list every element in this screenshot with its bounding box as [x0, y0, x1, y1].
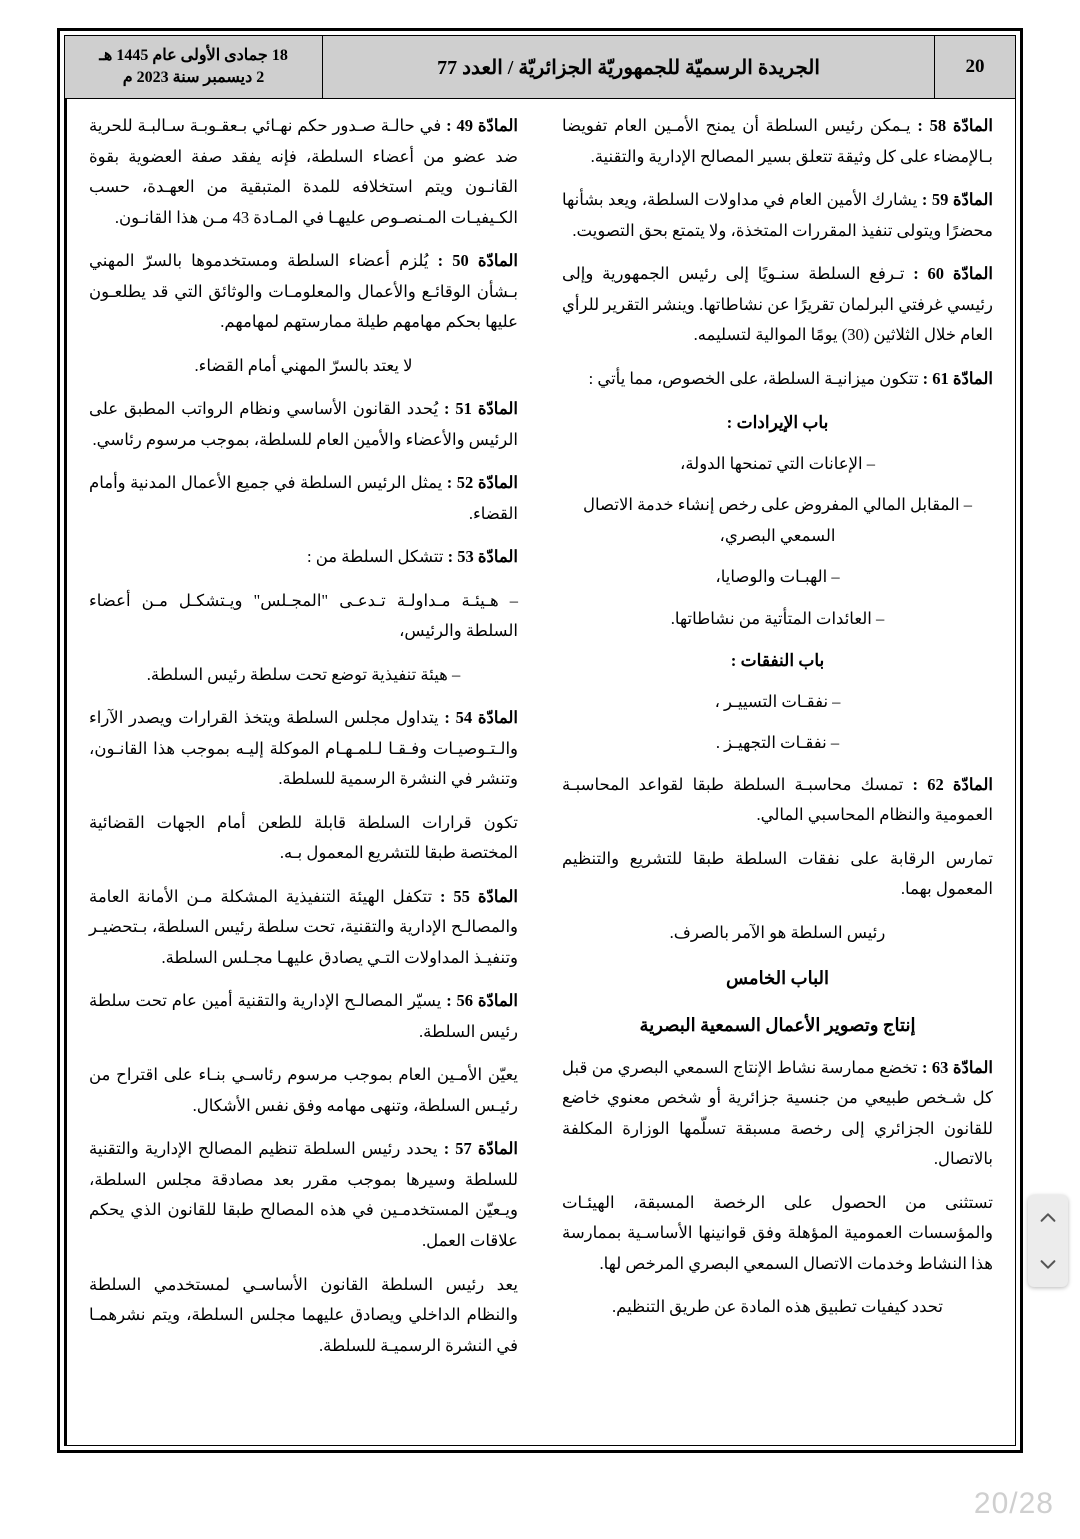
article-56-para-2: يعيّن الأمـين العام بموجب مرسوم رئاسـي بنـاء على اقتراح من رئيـس السلطة، وتنهى مهامه وفق نفس الأشكال.	[89, 1065, 518, 1115]
article-61: المادّة 61 : تتكون ميزانيـة السلطة، على الخصوص، مما يأتي :	[588, 368, 993, 388]
column-left	[540, 99, 1015, 1445]
article-56: المادّة 56 : يسيّر المصالـح الإدارية والتقنية أمين عام تحت سلطة رئيس السلطة.	[89, 991, 519, 1041]
page-columns	[65, 99, 1015, 1445]
header-date-block	[65, 36, 323, 98]
article-50-para-2: لا يعتد بالسرّ المهني أمام القضاء.	[194, 355, 413, 375]
article-63: المادّة 63 : تخضع ممارسة نشاط الإنتاج السمعي البصري من قبل كل شـخص طبيعي من جنسية جزائرية أو شخص معنوي خاضع للقانون الجزائري إلى رخصة مسبقة تسلّمها الوزارة المكلفة بالاتصال.	[562, 1057, 994, 1169]
revenues-item-2: – المقابل المالي المفروض على رخص إنشاء خدمة الاتصال السمعي البصري،	[583, 495, 972, 545]
document-frame	[57, 28, 1023, 1453]
expenses-item-2: – نفقـات التجهيـز .	[715, 733, 840, 753]
article-50: المادّة 50 : يُلزم أعضاء السلطة ومستخدموها بالسرّ المهني بـشأن الوقائـع والأعمال والمعلومـات والوثائق التي قد يطلعـون عليها بحكم مهامهم طيلة ممارستهم لمهامهم.	[89, 251, 518, 332]
expenses-heading: باب النفقات :	[730, 651, 825, 671]
header-journal-title: الجريدة الرسميّة للجمهوريّة الجزائريّة / العدد 77	[323, 36, 934, 98]
article-62-para-3: رئيس السلطة هو الآمر بالصرف.	[669, 922, 886, 942]
header-date-hijri: 18 جمادى الأولى عام 1445 هـ	[99, 47, 288, 65]
article-62: المادّة 62 : تمسك محاسبـة السلطة طبقا لقواعد المحاسبـة العمومية والنظام المحاسبي المالي.	[562, 774, 993, 825]
article-63-para-2: تستثنى من الحصول على الرخصة المسبقة، الهيئـات والمؤسسات العمومية المؤهلة وفق قوانينها الأساسـية بممارسة هذا النشاط وخدمات الاتصال السمعي البصري المرخص لها.	[562, 1192, 993, 1273]
header-date-gregorian: 2 ديسمبر سنة 2023 م	[122, 69, 265, 86]
article-59: المادّة 59 : يشارك الأمين العام في مداولات السلطة، ويعد بشأنها محضرًا ويتولى تنفيذ المقررات المتخذة، ولا يتمتع بحق التصويت.	[562, 190, 993, 240]
article-54-para-2: تكون قرارات السلطة قابلة للطعن أمام الجهات القضائية المختصة طبقا للتشريع المعمول بـه.	[89, 812, 518, 863]
article-55: المادّة 55 : تتكفل الهيئة التنفيذية المشكلة مـن الأمانة العامة والمصالـح الإدارية والتقنية، تحت سلطة رئيس السلطة، بـتحضيـر وتنفيـذ المداولات التـي يصادق عليهـا مجـلس السلطة.	[89, 886, 519, 967]
article-51: المادّة 51 : يُحدد القانون الأساسي ونظام الرواتب المطبق على الرئيس والأعضاء والأمين العام للسلطة، بموجب مرسوم رئاسي.	[89, 399, 518, 449]
page-header	[65, 36, 1015, 99]
article-60: المادّة 60 : تـرفع السلطة سنـويًا إلى رئيس الجمهورية وإلى رئيسي غرفتي البرلمان تقريرًا عن نشاطاتها. وينشر التقرير للرأي العام خلال الثلاثين (30) يومًا الموالية لتسليمه.	[562, 264, 994, 345]
article-53-item-2: – هيئة تنفيذية توضع تحت سلطة رئيس السلطة.	[146, 664, 461, 684]
article-52: المادّة 52 : يمثل الرئيس السلطة في جميع الأعمال المدنية وأمام القضاء.	[89, 473, 518, 523]
column-right	[65, 99, 540, 1445]
article-53: المادّة 53 : تتشكل السلطة من :	[307, 547, 518, 567]
chapter-subheading: إنتاج وتصوير الأعمال السمعية البصرية	[639, 1015, 916, 1036]
page-indicator: 20/28	[973, 1487, 1054, 1520]
revenues-item-3: – الهبـات والوصايا،	[715, 567, 840, 587]
revenues-item-1: – الإعانات التي تمنحها الدولة،	[680, 453, 875, 473]
chevron-down-icon[interactable]	[1037, 1253, 1059, 1275]
chapter-heading: الباب الخامس	[725, 968, 830, 989]
article-49: المادّة 49 : في حالـة صـدور حكم نهـائي بـعقـوبـة سـالبـة للحرية ضد عضو من أعضاء السلطة، فإنه يفقد صفة العضوية بقوة القانـون ويتم استخلافه للمدة المتبقية من العهـدة، حسب الكـيفيـات المـنصـوص عليهـا في المـادة 43 مـن هذا القانـون.	[89, 116, 519, 227]
chevron-up-icon[interactable]	[1037, 1207, 1059, 1229]
expenses-item-1: – نفقـات التسييـر ،	[714, 691, 841, 711]
header-page-number: 20	[934, 36, 1015, 98]
document-inner-border	[64, 35, 1016, 1446]
article-63-para-3: تحدد كيفيات تطبيق هذه المادة عن طريق التنظيم.	[611, 1297, 944, 1317]
article-58: المادّة 58 : يـمكن رئيس السلطة أن يمنح الأمـين العام تفويضا بـالإمضاء على كل وثيقة تتعلق بسير المصالح الإدارية والتقنية.	[562, 116, 994, 166]
article-53-item-1: – هـيئـة مـداولـة تـدعـى "المجـلس" ويـتشكـل مـن أعضاء السلطة والرئيس،	[89, 590, 518, 641]
article-57-para-2: يعد رئيس السلطة القانون الأساسـي لمستخدمي السلطة والنظام الداخلي ويصادق عليهما مجلس السلطة، ويتم نشرهمـا في النشرة الرسميـة للسلطة.	[89, 1274, 518, 1355]
scroll-control[interactable]	[1028, 1195, 1068, 1287]
article-54: المادّة 54 : يتداول مجلس السلطة ويتخذ القرارات ويصدر الآراء والـتـوصيـات وفـقـا لـلمـهـام الموكلة إليـه بموجب هذا القانـون، وتنشر في النشرة الرسمية للسلطة.	[89, 708, 519, 789]
article-57: المادّة 57 : يحدد رئيس السلطة تنظيم المصالح الإدارية والتقنية للسلطة وسيرها بموجب مقرر بعد مصادقة مجلس السلطة، ويـعيّن المستخدمـين في هذه المصالح طبقا للقانون الذي يحكم علاقات العمل.	[89, 1139, 518, 1250]
revenues-heading: باب الإيرادات :	[726, 413, 829, 433]
revenues-item-4: – العائدات المتأتية من نشاطاتها.	[670, 608, 885, 628]
article-62-para-2: تمارس الرقابة على نفقات السلطة طبقا للتشريع والتنظيم المعمول بهما.	[562, 848, 993, 899]
